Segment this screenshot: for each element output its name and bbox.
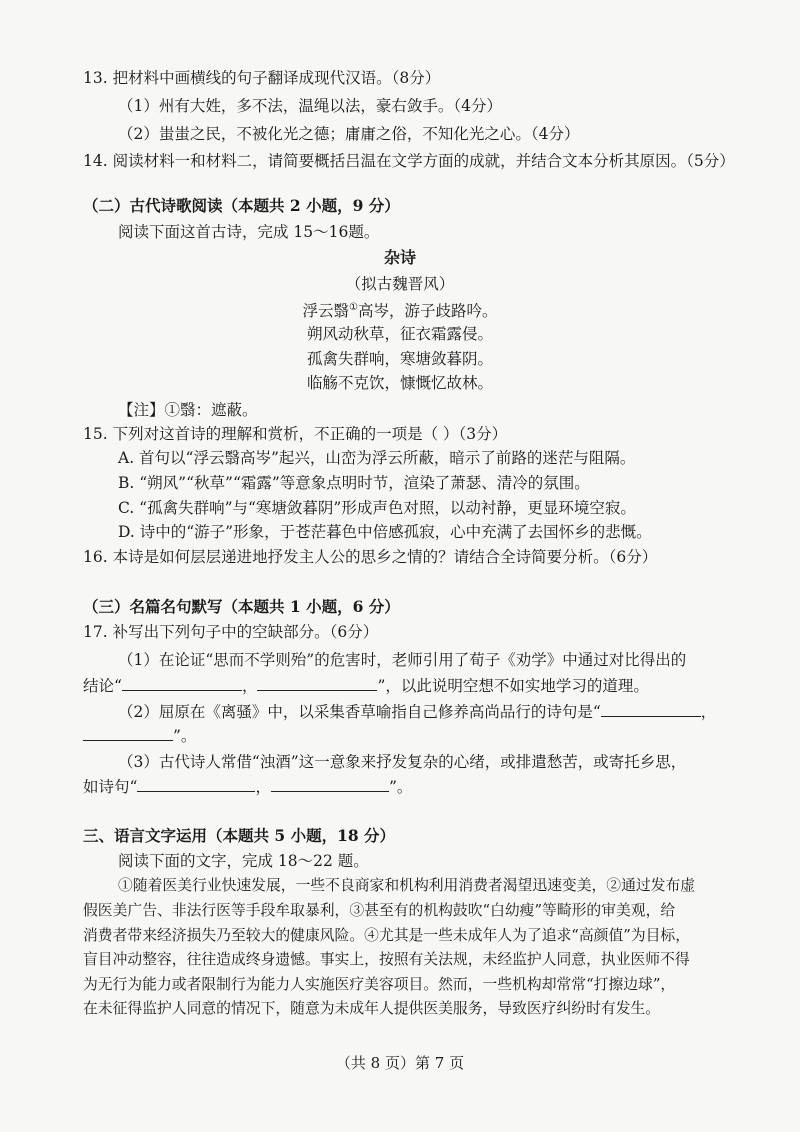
poem-line-3: 孤禽失群响，寒塘敛暮阴。 [306,350,493,368]
fill-blank-2[interactable] [257,676,377,691]
question-17-part-1-comma: ， [241,677,258,695]
poem-footnote: 【注】①翳：遮蔽。 [118,401,258,419]
poem-line-4: 临觞不克饮，慷慨忆故林。 [306,374,493,392]
question-17-part-2-open: （2）屈原在《离骚》中，以采集香草喻指自己修养高尚品行的诗句是“ [118,703,601,721]
poem-line-2: 朔风动秋草，征衣霜露侵。 [306,325,493,343]
question-13-stem: 13. 把材料中画横线的句子翻译成现代汉语。（8分） [83,69,441,87]
section-poetry-intro: 阅读下面这首古诗，完成 15～16题。 [118,223,380,241]
question-17-part-3-open: 如诗句“ [83,778,138,796]
question-17-part-1-close: ”，以此说明空想不如实地学习的道理。 [377,677,649,695]
passage-line-5: 为无行为能力或者限制行为能力人实施医疗美容项目。然而，一些机构却常常“打擦边球”， [83,976,676,993]
section-poetry-heading: （二）古代诗歌阅读（本题共 2 小题，9 分） [83,196,400,215]
question-17-part-2-comma: ， [700,703,717,721]
question-15-option-a: A. 首句以“浮云翳高岑”起兴，山峦为浮云所蔽，暗示了前路的迷茫与阻隔。 [118,449,636,467]
page-footer: （共 8 页）第 7 页 [335,1054,465,1072]
passage-line-6: 在未征得监护人同意的情况下，随意为未成年人提供医美服务，导致医疗纠纷时有发生。 [83,1000,661,1017]
question-17-part-2-close: ”。 [173,727,197,745]
question-17-part-3-line-2 [83,777,412,797]
question-17-part-1-line-2 [83,676,649,696]
question-14: 14. 阅读材料一和材料二，请简要概括吕温在文学方面的成就，并结合文本分析其原因。（5分） [83,152,735,170]
passage-line-1: ①随着医美行业快速发展，一些不良商家和机构利用消费者渴望迅速变美，②通过发布虚 [118,877,696,894]
passage-line-3: 消费者带来经济损失乃至较大的健康风险。④尤其是一些未成年人为了追求“高颜值”为目标， [83,927,691,944]
fill-blank-6[interactable] [271,777,389,792]
question-17-stem: 17. 补写出下列句子中的空缺部分。（6分） [83,623,379,641]
question-15-option-c: C. “孤禽失群响”与“寒塘敛暮阴”形成声色对照，以动衬静，更显环境空寂。 [118,499,636,517]
passage-line-2: 假医美广告、非法行医等手段牟取暴利，③甚至有的机构鼓吹“白幼瘦”等畸形的审美观，给 [83,902,676,919]
question-17-part-2-line-1 [118,702,716,722]
poem-line-1-part-a: 浮云翳 [302,302,350,321]
question-17-part-2-line-2 [83,726,196,746]
question-17-part-3-line-1: （3）古代诗人常借“浊酒”这一意象来抒发复杂的心绪，或排遣愁苦，或寄托乡思， [118,753,687,771]
question-17-part-3-close: ”。 [388,778,413,796]
question-13-sentence-1: （1）州有大姓，多不法，温绳以法，豪右敛手。（4分） [118,97,502,115]
section-recitation-heading: （三）名篇名句默写（本题共 1 小题，6 分） [83,597,400,616]
fill-blank-5[interactable] [137,777,255,792]
question-15-option-b: B. “朔风”“秋草”“霜露”等意象点明时节，渲染了萧瑟、清冷的氛围。 [118,474,590,492]
fill-blank-3[interactable] [601,702,701,717]
section-language-heading: 三、语言文字运用（本题共 5 小题，18 分） [83,826,396,845]
poem-line-1-part-b: 高岑，游子歧路吟。 [357,302,498,321]
poem-title: 杂诗 [383,248,416,267]
footnote-marker: ① [349,302,358,313]
question-17-part-1-open: 结论“ [83,677,122,695]
question-15-stem: 15. 下列对这首诗的理解和赏析，不正确的一项是（ ）（3分） [83,425,508,443]
fill-blank-4[interactable] [83,726,173,741]
question-16: 16. 本诗是如何层层递进地抒发主人公的思乡之情的？请结合全诗简要分析。（6分） [83,548,658,566]
question-15-option-d: D. 诗中的“游子”形象，于苍茫暮色中倍感孤寂，心中充满了去国怀乡的悲慨。 [118,523,652,541]
poem-line-1 [0,298,800,321]
question-13-sentence-2: （2）蚩蚩之民，不被化光之德；庸庸之俗，不知化光之心。（4分） [118,125,580,143]
fill-blank-1[interactable] [122,676,242,691]
passage-line-4: 盲目冲动整容，往往造成终身遗憾。事实上，按照有关法规，未经监护人同意，执业医师不得 [83,951,690,968]
section-language-intro: 阅读下面的文字，完成 18～22 题。 [118,852,369,870]
question-17-part-3-comma: ， [255,778,271,796]
poem-subtitle: （拟古魏晋风） [345,275,455,293]
question-17-part-1-line-1: （1）在论证“思而不学则殆”的危害时，老师引用了荀子《劝学》中通过对比得出的 [118,651,687,669]
